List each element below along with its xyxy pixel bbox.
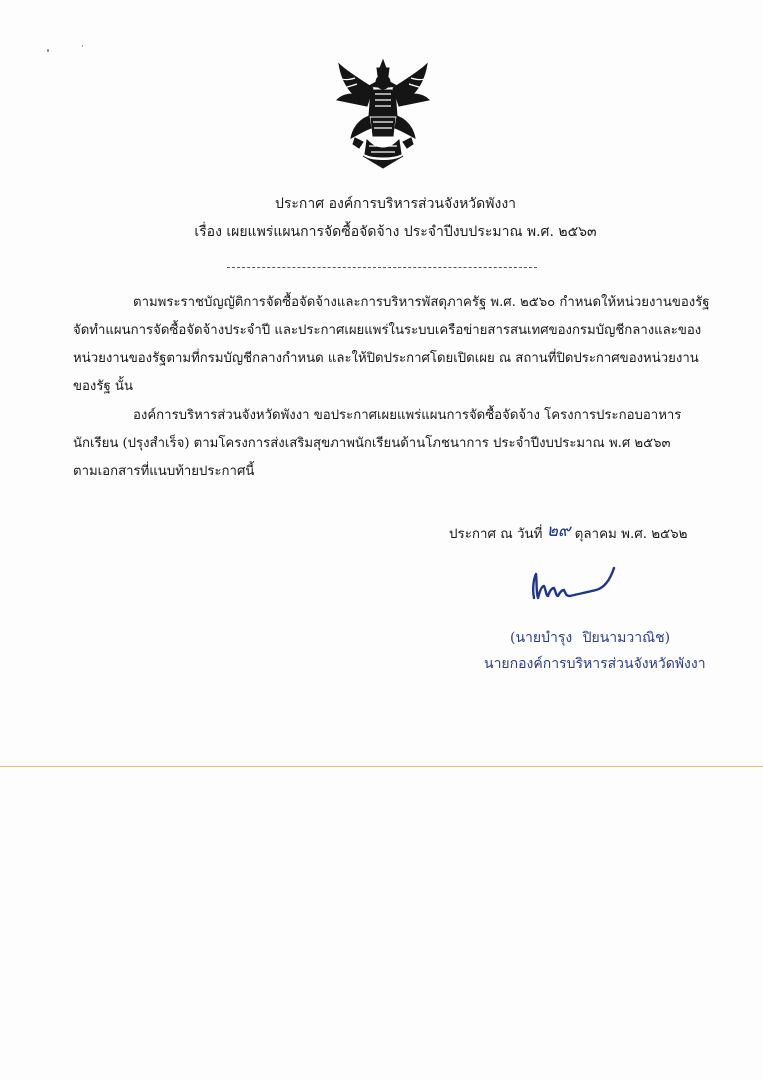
garuda-emblem-icon xyxy=(333,58,433,170)
signer-name: (นายบำรุง ปิยนามวาณิช) xyxy=(510,630,671,646)
scan-speck xyxy=(82,45,83,47)
paragraph-line: ตามเอกสารที่แนบท้ายประกาศนี้ xyxy=(73,464,255,479)
header-divider xyxy=(227,267,537,268)
announcement-date xyxy=(449,519,688,546)
paragraph-line: ของรัฐ นั้น xyxy=(73,379,133,394)
paragraph-line: ตามพระราชบัญญัติการจัดซื้อจัดจ้างและการบริหารพัสดุภาครัฐ พ.ศ. ๒๕๖๐ กำหนดให้หน่วยงานของรัฐ xyxy=(133,295,710,310)
announcement-subject: เรื่อง เผยแพร่แผนการจัดซื้อจัดจ้าง ประจำปีงบประมาณ พ.ศ. ๒๕๖๓ xyxy=(194,224,597,240)
announcement-title: ประกาศ องค์การบริหารส่วนจังหวัดพังงา xyxy=(274,196,517,212)
body-paragraph-1 xyxy=(73,289,710,401)
paragraph-line: หน่วยงานของรัฐตามที่กรมบัญชีกลางกำหนด และให้ปิดประกาศโดยเปิดเผย ณ สถานที่ปิดประกาศของหน่วยงาน xyxy=(73,351,699,366)
date-suffix: ตุลาคม พ.ศ. ๒๕๖๒ xyxy=(574,527,688,542)
paragraph-line: จัดทำแผนการจัดซื้อจัดจ้างประจำปี และประกาศเผยแพร่ในระบบเครือข่ายสารสนเทศของกรมบัญชีกลางและของ xyxy=(73,323,702,338)
scan-speck xyxy=(47,49,49,52)
date-day-handwritten: ๒๙ xyxy=(546,521,571,541)
body-paragraph-2 xyxy=(73,402,693,486)
handwritten-signature xyxy=(522,560,622,610)
paragraph-line: นักเรียน (ปรุงสำเร็จ) ตามโครงการส่งเสริมสุขภาพนักเรียนด้านโภชนาการ ประจำปีงบประมาณ พ.ศ ๒๕๖๓ xyxy=(73,436,671,451)
page-fold-line xyxy=(0,766,763,767)
paragraph-line: องค์การบริหารส่วนจังหวัดพังงา ขอประกาศเผยแพร่แผนการจัดซื้อจัดจ้าง โครงการประกอบอาหาร xyxy=(133,408,682,423)
signer-title: นายกองค์การบริหารส่วนจังหวัดพังงา xyxy=(484,656,706,672)
date-prefix: ประกาศ ณ วันที่ xyxy=(449,527,543,542)
